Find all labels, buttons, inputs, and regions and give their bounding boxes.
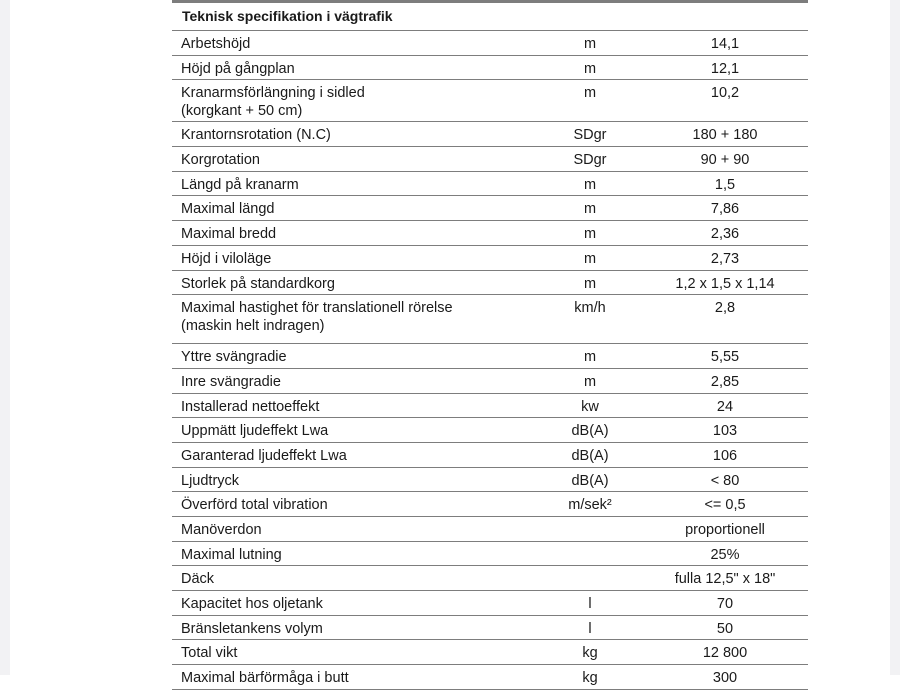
row-value: 5,55	[710, 349, 740, 366]
row-unit	[538, 542, 642, 566]
table-row	[172, 172, 808, 197]
row-label: Manöverdon	[181, 522, 262, 538]
table-row	[172, 31, 808, 56]
row-label: Bränsletankens volym	[181, 620, 323, 637]
table-row	[172, 591, 808, 616]
table-row	[172, 394, 808, 419]
left-margin	[0, 0, 10, 675]
table-row	[172, 221, 808, 246]
table-row	[172, 640, 808, 665]
row-unit: kg	[582, 670, 598, 687]
row-value: 300	[712, 670, 738, 687]
row-value: 2,8	[714, 300, 736, 317]
table-row	[172, 80, 808, 122]
row-label: Maximal längd	[181, 201, 275, 218]
row-value: 7,86	[710, 201, 740, 218]
table-row	[172, 147, 808, 172]
row-value: < 80	[710, 472, 740, 489]
row-unit: m	[583, 176, 597, 193]
row-value: 24	[716, 398, 734, 415]
row-label: Maximal hastighet för translationell rörelse (maskin helt indragen)	[181, 300, 453, 335]
row-unit: SDgr	[573, 152, 607, 169]
row-value: 10,2	[710, 85, 740, 102]
table-row	[172, 196, 808, 221]
table-row	[172, 246, 808, 271]
table-row	[172, 566, 808, 591]
row-unit: l	[588, 620, 592, 637]
row-value: fulla 12,5" x 18"	[674, 571, 776, 588]
row-label: Höjd i viloläge	[181, 250, 272, 267]
row-label: Yttre svängradie	[181, 349, 287, 366]
row-value: proportionell	[685, 522, 765, 538]
row-unit: m	[583, 275, 597, 292]
row-label: Inre svängradie	[181, 373, 281, 390]
row-label: Uppmätt ljudeffekt Lwa	[181, 423, 329, 440]
row-unit: m	[583, 85, 597, 102]
right-margin	[890, 0, 900, 675]
table-row	[172, 492, 808, 517]
row-label: Arbetshöjd	[181, 36, 251, 52]
row-label: Överförd total vibration	[181, 497, 328, 514]
row-value: 25%	[710, 546, 740, 563]
row-label: Kapacitet hos oljetank	[181, 596, 323, 613]
row-label: Längd på kranarm	[181, 176, 299, 193]
row-unit: m	[583, 201, 597, 218]
row-unit: dB(A)	[571, 472, 609, 489]
row-unit: m	[583, 226, 597, 243]
row-label: Ljudtryck	[181, 472, 240, 489]
row-value: 180 + 180	[692, 127, 758, 144]
table-row	[172, 616, 808, 641]
table-row	[172, 665, 808, 690]
table-row	[172, 468, 808, 493]
table-row	[172, 344, 808, 369]
row-unit: m	[583, 60, 597, 77]
table-row	[172, 418, 808, 443]
row-label: Maximal lutning	[181, 546, 282, 563]
row-unit: kw	[581, 398, 599, 415]
table-row	[172, 542, 808, 567]
row-unit: m/sek²	[568, 497, 612, 514]
spec-title: Teknisk specifikation i vägtrafik	[172, 3, 808, 31]
table-row	[172, 443, 808, 468]
row-unit	[538, 566, 642, 590]
row-value: 106	[712, 447, 738, 464]
table-row	[172, 56, 808, 81]
row-unit: m	[583, 250, 597, 267]
row-unit: dB(A)	[571, 423, 609, 440]
row-value: 14,1	[710, 36, 740, 52]
row-unit: SDgr	[573, 127, 607, 144]
row-label: Krantornsrotation (N.C)	[181, 127, 331, 144]
row-label: Installerad nettoeffekt	[181, 398, 320, 415]
row-unit: m	[583, 373, 597, 390]
row-label: Höjd på gångplan	[181, 60, 295, 77]
table-row	[172, 122, 808, 147]
row-label: Korgrotation	[181, 152, 260, 169]
row-value: 70	[716, 596, 734, 613]
row-unit	[538, 517, 642, 541]
row-value: 50	[716, 620, 734, 637]
spec-table	[172, 0, 808, 687]
row-value: 103	[712, 423, 738, 440]
row-label: Total vikt	[181, 645, 238, 662]
table-row	[172, 271, 808, 296]
row-label: Däck	[181, 571, 215, 588]
row-value: 12,1	[710, 60, 740, 77]
row-value: 2,85	[710, 373, 740, 390]
row-label: Maximal bärförmåga i butt	[181, 670, 349, 687]
row-unit: kg	[582, 645, 598, 662]
row-unit: m	[583, 36, 597, 52]
row-value: 2,36	[710, 226, 740, 243]
row-value: 12 800	[702, 645, 748, 662]
row-unit: dB(A)	[571, 447, 609, 464]
row-value: <= 0,5	[704, 497, 746, 514]
row-value: 1,5	[714, 176, 736, 193]
row-value: 1,2 x 1,5 x 1,14	[675, 275, 775, 292]
table-row	[172, 517, 808, 542]
row-label: Kranarmsförlängning i sidled (korgkant + 50 cm)	[181, 85, 365, 120]
row-label: Garanterad ljudeffekt Lwa	[181, 447, 347, 464]
table-row	[172, 369, 808, 394]
row-unit: l	[588, 596, 592, 613]
row-value: 2,73	[710, 250, 740, 267]
spec-rows	[172, 31, 808, 690]
row-label: Maximal bredd	[181, 226, 277, 243]
row-label: Storlek på standardkorg	[181, 275, 335, 292]
row-value: 90 + 90	[700, 152, 750, 169]
table-row	[172, 295, 808, 344]
row-unit: km/h	[574, 300, 606, 317]
row-unit: m	[583, 349, 597, 366]
